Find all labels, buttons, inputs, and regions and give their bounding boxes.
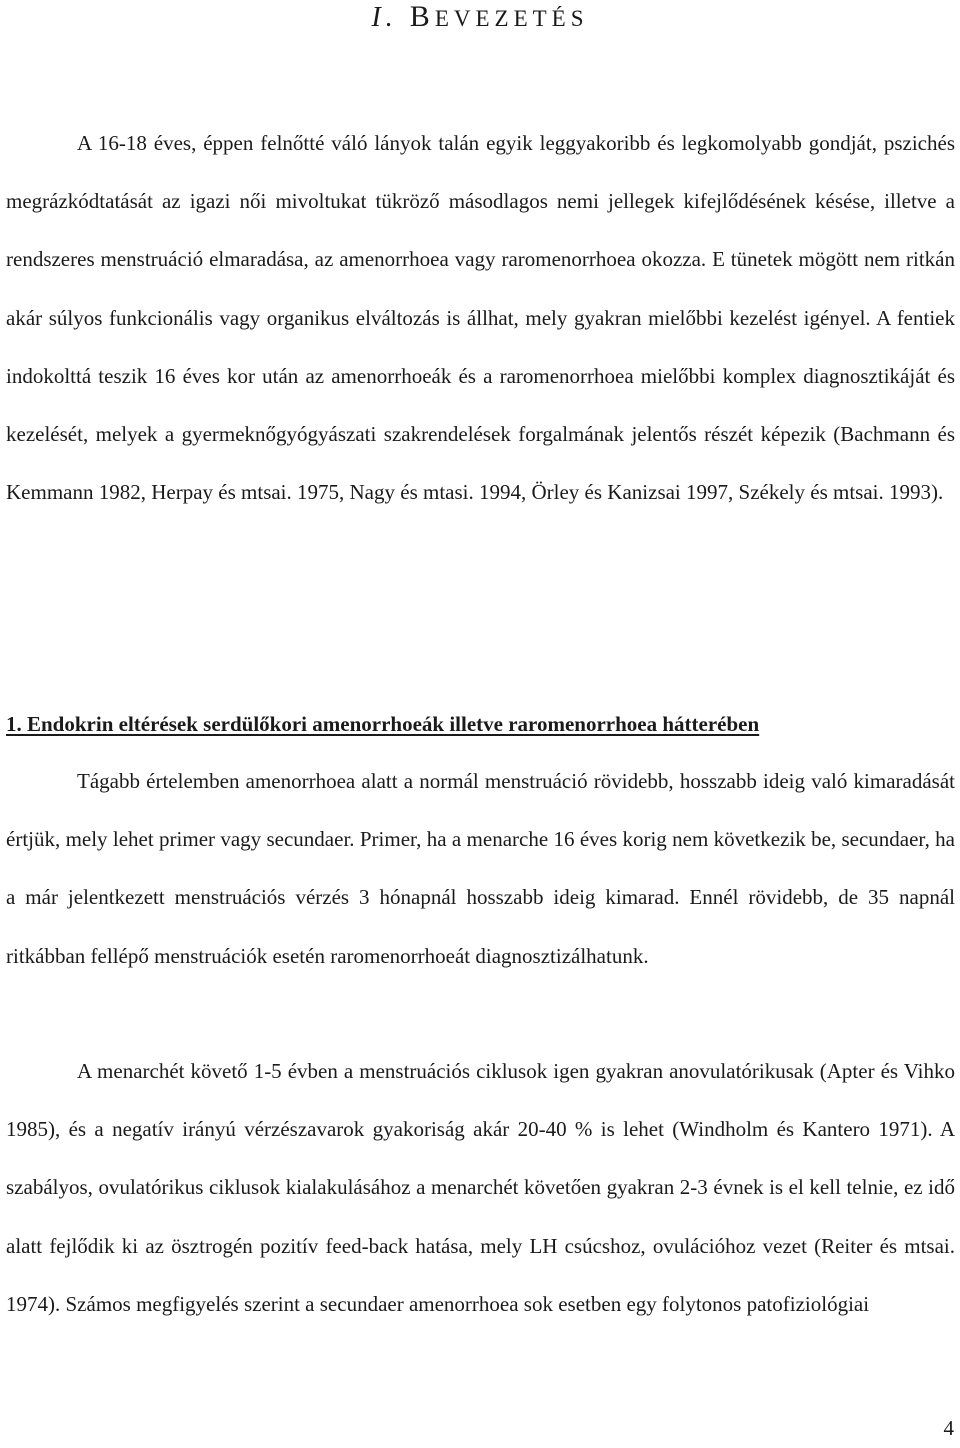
paragraph — [6, 114, 955, 521]
chapter-number: I. — [371, 2, 398, 33]
section-heading: 1. Endokrin eltérések serdülőkori amenorrhoeák illetve raromenorrhoea hátterében — [6, 712, 760, 736]
paragraph — [6, 1042, 955, 1333]
paragraph-text: A 16-18 éves, éppen felnőtté váló lányok talán egyik leggyakoribb és legkomolyabb gondját, pszichés megrázkódtatását az igazi női mivoltukat tükröző másodlagos nemi jellegek kifejlődésének késése, illetve a rendszeres menstruáció elmaradása, az amenorrhoea vagy raromenorrhoea okozza. E tünetek mögött nem ritkán akár súlyos funkcionális vagy organikus elváltozás is állhat, mely gyakran mielőbbi kezelést igényel. A fentiek indokolttá teszik 16 éves kor után az amenorrhoeák és a raromenorrhoea mielőbbi komplex diagnosztikáját és kezelését, melyek a gyermeknőgyógyászati szakrendelések forgalmának jelentős részét képezik (Bachmann és Kemmann 1982, Herpay és mtsai. 1975, Nagy és mtasi. 1994, Örley és Kanizsai 1997, Székely és mtsai. 1993). — [6, 131, 955, 505]
page-number: 4 — [943, 1416, 954, 1440]
chapter-title-rest: EVEZETÉS — [434, 6, 589, 31]
paragraph — [6, 752, 955, 985]
chapter-title — [0, 0, 960, 36]
chapter-title-initial: B — [409, 0, 435, 33]
paragraph-text: Tágabb értelemben amenorrhoea alatt a normál menstruáció rövidebb, hosszabb ideig való kimaradását értjük, mely lehet primer vagy secundaer. Primer, ha a menarche 16 éves korig nem következik be, secundaer, ha a már jelentkezett menstruációs vérzés 3 hónapnál hosszabb ideig kimarad. Ennél rövidebb, de 35 napnál ritkábban fellépő menstruációk esetén raromenorrhoeát diagnosztizálhatunk. — [6, 769, 955, 968]
paragraph-text: A menarchét követő 1-5 évben a menstruációs ciklusok igen gyakran anovulatórikusak (Apter és Vihko 1985), és a negatív irányú vérzészavarok gyakoriság akár 20-40 % is lehet (Windholm és Kantero 1971). A szabályos, ovulatórikus ciklusok kialakulásához a menarchét követően gyakran 2-3 évnek is el kell telnie, ez idő alatt fejlődik ki az ösztrogén pozitív feed-back hatása, mely LH csúcshoz, ovulációhoz vezet (Reiter és mtsai. 1974). Számos megfigyelés szerint a secundaer amenorrhoea sok esetben egy folytonos patofiziológiai — [6, 1059, 955, 1316]
